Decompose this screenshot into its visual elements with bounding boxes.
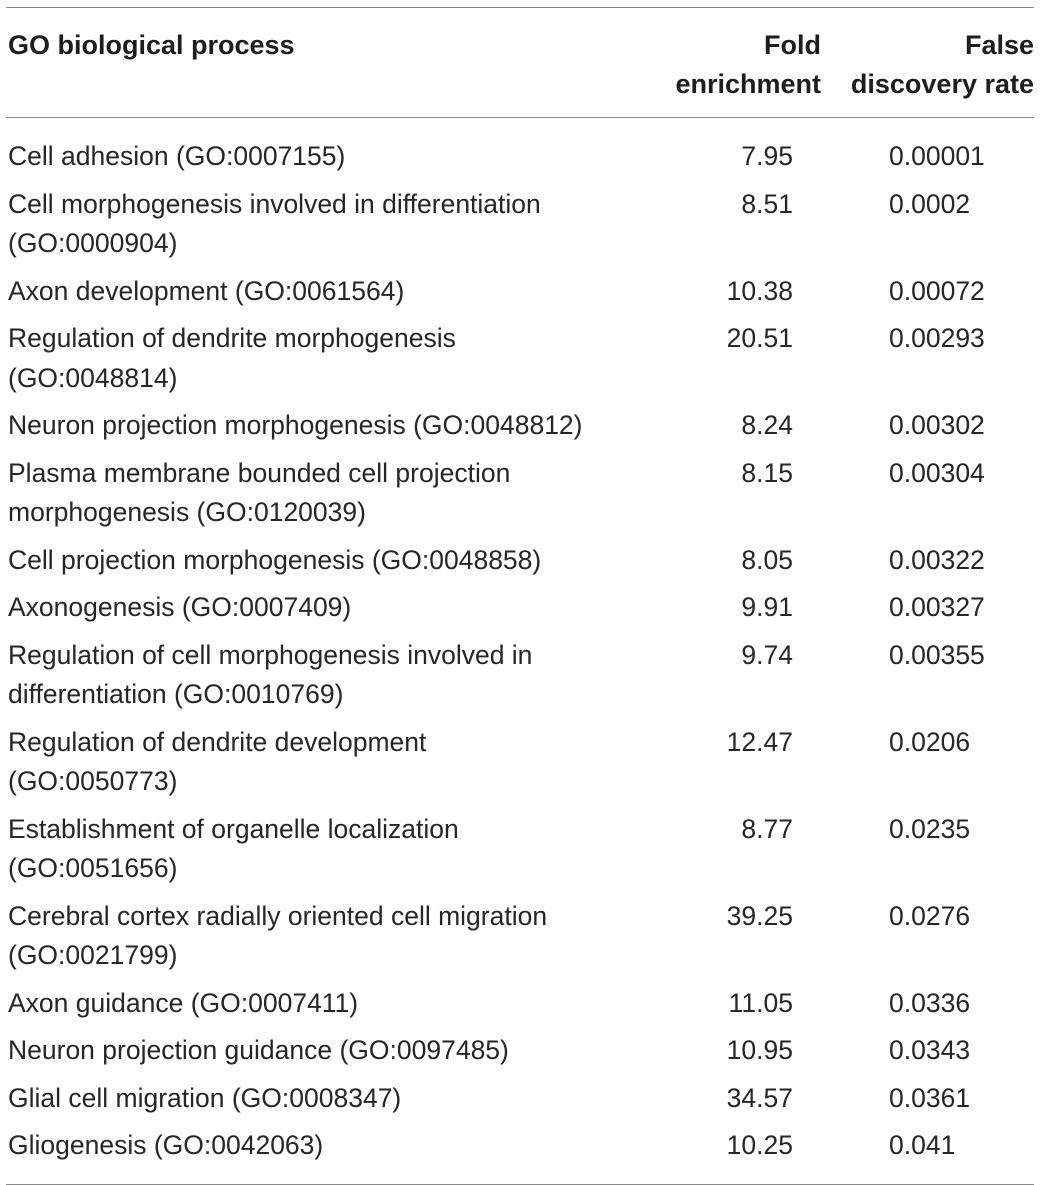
table-row xyxy=(6,137,1034,177)
table-body xyxy=(6,118,1034,1184)
cell-false-discovery-rate: 0.041 xyxy=(889,1130,956,1160)
cell-false-discovery-rate: 0.0002 xyxy=(889,188,971,219)
cell-go-process-line: Cerebral cortex radially oriented cell migration xyxy=(8,900,548,931)
cell-go-process-line: Axon development (GO:0061564) xyxy=(8,275,405,306)
cell-fold-enrichment: 9.74 xyxy=(741,639,793,670)
cell-fold-enrichment: 9.91 xyxy=(741,592,793,622)
cell-go-process-line: (GO:0051656) xyxy=(8,853,178,883)
cell-false-discovery-rate: 0.00072 xyxy=(889,275,985,306)
cell-fold-enrichment: 8.77 xyxy=(741,813,793,844)
cell-fold-enrichment: 11.05 xyxy=(728,987,793,1018)
cell-go-process-line: Neuron projection guidance (GO:0097485) xyxy=(8,1035,509,1065)
table-row xyxy=(6,636,1034,715)
cell-go-process-line: Cell projection morphogenesis (GO:0048858) xyxy=(8,544,542,575)
header-fold-line2: enrichment xyxy=(675,69,821,99)
cell-go-process-line: Regulation of cell morphogenesis involved in xyxy=(8,639,533,670)
cell-fold-enrichment: 20.51 xyxy=(726,323,793,353)
cell-fold-enrichment: 34.57 xyxy=(726,1082,793,1113)
cell-go-process-line: Plasma membrane bounded cell projection xyxy=(8,457,511,488)
table-row xyxy=(6,454,1034,533)
cell-false-discovery-rate: 0.0336 xyxy=(889,987,971,1018)
cell-false-discovery-rate: 0.0276 xyxy=(889,900,971,931)
cell-go-process xyxy=(6,272,646,312)
cell-go-process-line: (GO:0000904) xyxy=(8,228,178,258)
cell-go-process-line: Gliogenesis (GO:0042063) xyxy=(8,1130,324,1160)
cell-go-process xyxy=(6,984,646,1024)
header-fold-enrichment xyxy=(646,26,821,117)
cell-go-process xyxy=(6,454,646,533)
table-row xyxy=(6,810,1034,889)
cell-go-process xyxy=(6,541,646,581)
cell-go-process-line: Cell adhesion (GO:0007155) xyxy=(8,141,346,171)
table-row xyxy=(6,319,1034,398)
cell-go-process xyxy=(6,137,646,177)
cell-go-process-line: differentiation (GO:0010769) xyxy=(8,679,344,709)
header-fdr-line2: discovery rate xyxy=(850,69,1034,99)
header-false-discovery-rate xyxy=(821,26,1034,117)
cell-fold-enrichment: 10.25 xyxy=(726,1130,793,1160)
table-row xyxy=(6,185,1034,264)
cell-fold-enrichment: 8.24 xyxy=(741,410,793,440)
cell-fold-enrichment: 8.15 xyxy=(741,457,793,488)
cell-fold-enrichment: 7.95 xyxy=(741,141,793,171)
cell-fold-enrichment: 8.51 xyxy=(741,188,793,219)
table-row xyxy=(6,984,1034,1024)
table-row xyxy=(6,723,1034,802)
cell-fold-enrichment: 8.05 xyxy=(741,544,793,575)
cell-go-process-line: (GO:0048814) xyxy=(8,362,178,393)
cell-go-process xyxy=(6,406,646,446)
header-fdr-line1: False xyxy=(964,30,1034,60)
cell-false-discovery-rate: 0.00293 xyxy=(889,323,985,353)
cell-go-process xyxy=(6,810,646,889)
table-row xyxy=(6,897,1034,976)
cell-fold-enrichment: 12.47 xyxy=(726,726,793,757)
cell-false-discovery-rate: 0.00327 xyxy=(889,592,985,622)
cell-false-discovery-rate: 0.0235 xyxy=(889,813,971,844)
table-row xyxy=(6,541,1034,581)
cell-go-process-line: Axonogenesis (GO:0007409) xyxy=(8,592,352,622)
cell-false-discovery-rate: 0.00302 xyxy=(889,410,985,440)
cell-go-process xyxy=(6,319,646,398)
table-header-row xyxy=(6,8,1034,117)
cell-false-discovery-rate: 0.0343 xyxy=(889,1035,971,1065)
cell-go-process xyxy=(6,897,646,976)
header-go-process xyxy=(6,26,646,117)
cell-go-process xyxy=(6,1126,646,1166)
cell-fold-enrichment: 39.25 xyxy=(726,900,793,931)
cell-fold-enrichment: 10.95 xyxy=(726,1035,793,1065)
cell-go-process xyxy=(6,588,646,628)
cell-go-process-line: (GO:0021799) xyxy=(8,940,178,970)
table-bottom-rule xyxy=(6,1184,1034,1185)
table-row xyxy=(6,1079,1034,1119)
cell-false-discovery-rate: 0.0206 xyxy=(889,726,971,757)
cell-false-discovery-rate: 0.00304 xyxy=(889,457,985,488)
cell-go-process xyxy=(6,1031,646,1071)
header-go-process-label: GO biological process xyxy=(8,30,295,60)
cell-go-process-line: Axon guidance (GO:0007411) xyxy=(8,987,359,1018)
table-row xyxy=(6,406,1034,446)
cell-fold-enrichment: 10.38 xyxy=(726,275,793,306)
cell-false-discovery-rate: 0.00001 xyxy=(889,141,985,171)
go-enrichment-table xyxy=(6,7,1034,1185)
cell-go-process-line: Establishment of organelle localization xyxy=(8,813,459,844)
table-row xyxy=(6,588,1034,628)
cell-go-process xyxy=(6,1079,646,1119)
cell-false-discovery-rate: 0.00322 xyxy=(889,544,985,575)
cell-false-discovery-rate: 0.00355 xyxy=(889,639,985,670)
table-row xyxy=(6,272,1034,312)
cell-go-process-line: Regulation of dendrite morphogenesis xyxy=(8,323,456,353)
cell-false-discovery-rate: 0.0361 xyxy=(889,1082,971,1113)
cell-go-process-line: morphogenesis (GO:0120039) xyxy=(8,497,366,527)
table-row xyxy=(6,1031,1034,1071)
table-row xyxy=(6,1126,1034,1166)
cell-go-process xyxy=(6,723,646,802)
cell-go-process xyxy=(6,185,646,264)
cell-go-process-line: Regulation of dendrite development xyxy=(8,726,427,757)
cell-go-process-line: Cell morphogenesis involved in differentiation xyxy=(8,188,541,219)
cell-go-process-line: Neuron projection morphogenesis (GO:0048812) xyxy=(8,410,583,440)
cell-go-process-line: Glial cell migration (GO:0008347) xyxy=(8,1082,402,1113)
cell-go-process xyxy=(6,636,646,715)
cell-go-process-line: (GO:0050773) xyxy=(8,766,178,796)
header-fold-line1: Fold xyxy=(764,30,821,60)
